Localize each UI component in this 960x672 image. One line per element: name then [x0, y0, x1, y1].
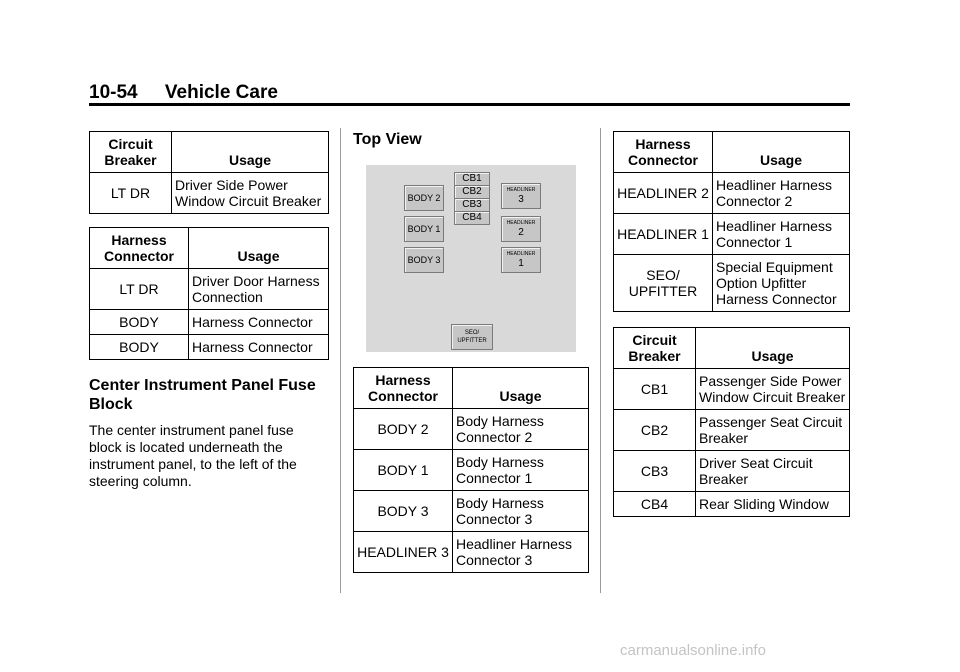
connector-headliner-3: HEADLINER 3 [501, 183, 541, 209]
header-rule [89, 103, 850, 106]
table-cell: Headliner Harness Connector 1 [713, 214, 850, 255]
col-header: Usage [453, 368, 589, 409]
page-header [89, 82, 278, 104]
table-row [614, 214, 850, 255]
table-row [614, 255, 850, 312]
col-header: Harness Connector [354, 368, 453, 409]
table-row [614, 410, 850, 451]
watermark-text: carmanualsonline.info [620, 642, 766, 659]
table-row [354, 491, 589, 532]
harness-connector-table-lt [89, 227, 329, 360]
table-header-row [614, 328, 850, 369]
table-row [354, 450, 589, 491]
circuit-breaker-table-cb [613, 327, 850, 517]
table-header-row [614, 132, 850, 173]
column-3 [613, 131, 850, 517]
table-cell: Driver Seat Circuit Breaker [696, 451, 850, 492]
table-row [354, 409, 589, 450]
table-cell: BODY 3 [354, 491, 453, 532]
breaker-cb1: CB1 [454, 172, 490, 186]
table-cell: Rear Sliding Window [696, 492, 850, 517]
col-header: Usage [189, 228, 329, 269]
table-row [614, 492, 850, 517]
col-header: Harness Connector [614, 132, 713, 173]
harness-connector-table-headliner [613, 131, 850, 312]
col-header: Usage [696, 328, 850, 369]
connector-headliner-1: HEADLINER 1 [501, 247, 541, 273]
section-title: Top View [353, 131, 422, 148]
col-header: Usage [713, 132, 850, 173]
harness-connector-table-top-view [353, 367, 589, 573]
table-cell: CB3 [614, 451, 696, 492]
table-cell: HEADLINER 1 [614, 214, 713, 255]
table-cell: HEADLINER 2 [614, 173, 713, 214]
table-cell: Harness Connector [189, 310, 329, 335]
column-divider-left [340, 128, 341, 593]
table-header-row [354, 368, 589, 409]
table-cell: Driver Door Harness Connection [189, 269, 329, 310]
connector-body-2: BODY 2 [404, 185, 444, 211]
column-2-table [353, 367, 589, 573]
table-cell: CB1 [614, 369, 696, 410]
connector-headliner-2: HEADLINER 2 [501, 216, 541, 242]
table-cell: CB4 [614, 492, 696, 517]
fuse-block-diagram [366, 165, 576, 352]
table-row [354, 532, 589, 573]
table-row [90, 173, 329, 214]
col-header: Harness Connector [90, 228, 189, 269]
breaker-cb2: CB2 [454, 185, 490, 199]
section-paragraph: The center instrument panel fuse block is located underneath the instrument panel, to the left of the steering column. [89, 422, 297, 489]
table-cell: Driver Side Power Window Circuit Breaker [172, 173, 329, 214]
table-cell: Headliner Harness Connector 3 [453, 532, 589, 573]
table-cell: Harness Connector [189, 335, 329, 360]
table-cell: BODY [90, 335, 189, 360]
col-header: Usage [172, 132, 329, 173]
table-cell: Passenger Seat Circuit Breaker [696, 410, 850, 451]
table-cell: Body Harness Connector 1 [453, 450, 589, 491]
table-row [614, 369, 850, 410]
breaker-cb4: CB4 [454, 211, 490, 225]
column-1 [89, 131, 329, 490]
col-header: Circuit Breaker [614, 328, 696, 369]
table-cell: BODY 1 [354, 450, 453, 491]
circuit-breaker-table-lt [89, 131, 329, 214]
table-cell: CB2 [614, 410, 696, 451]
connector-body-1: BODY 1 [404, 216, 444, 242]
table-row [90, 335, 329, 360]
connector-body-3: BODY 3 [404, 247, 444, 273]
table-cell: Special Equipment Option Upfitter Harness Connector [713, 255, 850, 312]
column-divider-right [600, 128, 601, 593]
table-cell: SEO/ UPFITTER [614, 255, 713, 312]
section-title: Center Instrument Panel Fuse Block [89, 377, 316, 413]
page-number: 10-54 [89, 82, 138, 103]
table-header-row [90, 228, 329, 269]
col-header: Circuit Breaker [90, 132, 172, 173]
table-row [90, 310, 329, 335]
table-cell: Headliner Harness Connector 2 [713, 173, 850, 214]
table-row [614, 173, 850, 214]
table-cell: BODY [90, 310, 189, 335]
table-header-row [90, 132, 329, 173]
table-cell: Body Harness Connector 2 [453, 409, 589, 450]
table-cell: LT DR [90, 269, 189, 310]
table-row [614, 451, 850, 492]
connector-seo-upfitter: SEO/ UPFITTER [451, 324, 493, 350]
table-cell: LT DR [90, 173, 172, 214]
table-cell: Body Harness Connector 3 [453, 491, 589, 532]
table-cell: HEADLINER 3 [354, 532, 453, 573]
table-cell: BODY 2 [354, 409, 453, 450]
table-cell: Passenger Side Power Window Circuit Breaker [696, 369, 850, 410]
table-row [90, 269, 329, 310]
breaker-cb3: CB3 [454, 198, 490, 212]
chapter-title: Vehicle Care [164, 82, 278, 103]
